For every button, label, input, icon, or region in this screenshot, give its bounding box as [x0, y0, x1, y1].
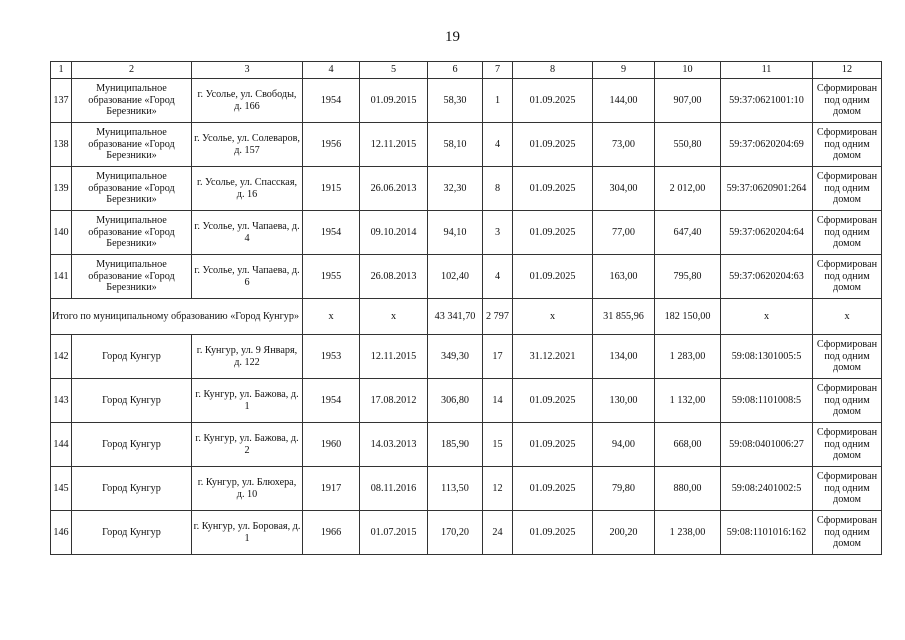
deadline-cell: 01.09.2025: [513, 211, 593, 255]
area-cell: 58,30: [428, 79, 483, 123]
table-row: [51, 167, 882, 211]
page-number: 19: [445, 29, 460, 45]
column-header: 12: [813, 62, 882, 79]
year-cell: 1955: [303, 255, 360, 299]
cadastral-cell: 59:37:0620901:264: [721, 167, 813, 211]
cadastral-cell: 59:08:1101016:162: [721, 511, 813, 555]
table-row: [51, 255, 882, 299]
row-number: 139: [51, 167, 72, 211]
deadline-cell: 01.09.2025: [513, 255, 593, 299]
residents-cell: 15: [483, 423, 513, 467]
address-cell: г. Усолье, ул. Солеваров, д. 157: [192, 123, 303, 167]
total-cell: x: [721, 299, 813, 335]
date-cell: 09.10.2014: [360, 211, 428, 255]
residents-cell: 12: [483, 467, 513, 511]
total-cell: 31 855,96: [593, 299, 655, 335]
column-header: 11: [721, 62, 813, 79]
address-cell: г. Усолье, ул. Свободы, д. 166: [192, 79, 303, 123]
owner-cell: Город Кунгур: [72, 379, 192, 423]
value-cell: 130,00: [593, 379, 655, 423]
area-cell: 58,10: [428, 123, 483, 167]
year-cell: 1953: [303, 335, 360, 379]
column-header: 5: [360, 62, 428, 79]
total-label: Итого по муниципальному образованию «Город Кунгур»: [51, 299, 303, 335]
residents-cell: 1: [483, 79, 513, 123]
owner-cell: Муниципальное образование «Город Березники»: [72, 167, 192, 211]
column-header: 7: [483, 62, 513, 79]
year-cell: 1956: [303, 123, 360, 167]
column-header: 1: [51, 62, 72, 79]
row-number: 144: [51, 423, 72, 467]
table-row: [51, 211, 882, 255]
residents-cell: 3: [483, 211, 513, 255]
date-cell: 12.11.2015: [360, 335, 428, 379]
residents-cell: 4: [483, 123, 513, 167]
amount-cell: 668,00: [655, 423, 721, 467]
area-cell: 306,80: [428, 379, 483, 423]
table-row: [51, 423, 882, 467]
amount-cell: 1 283,00: [655, 335, 721, 379]
amount-cell: 550,80: [655, 123, 721, 167]
cadastral-cell: 59:08:2401002:5: [721, 467, 813, 511]
status-cell: Сформирован под одним домом: [813, 79, 882, 123]
value-cell: 144,00: [593, 79, 655, 123]
owner-cell: Муниципальное образование «Город Березники»: [72, 123, 192, 167]
amount-cell: 1 238,00: [655, 511, 721, 555]
row-number: 146: [51, 511, 72, 555]
year-cell: 1954: [303, 211, 360, 255]
table-row: [51, 511, 882, 555]
residents-cell: 4: [483, 255, 513, 299]
owner-cell: Город Кунгур: [72, 467, 192, 511]
total-row: [51, 299, 882, 335]
value-cell: 94,00: [593, 423, 655, 467]
row-number: 145: [51, 467, 72, 511]
date-cell: 01.07.2015: [360, 511, 428, 555]
column-header: 9: [593, 62, 655, 79]
row-number: 138: [51, 123, 72, 167]
date-cell: 12.11.2015: [360, 123, 428, 167]
row-number: 137: [51, 79, 72, 123]
total-cell: 182 150,00: [655, 299, 721, 335]
deadline-cell: 01.09.2025: [513, 123, 593, 167]
status-cell: Сформирован под одним домом: [813, 379, 882, 423]
amount-cell: 795,80: [655, 255, 721, 299]
total-cell: x: [813, 299, 882, 335]
status-cell: Сформирован под одним домом: [813, 167, 882, 211]
total-cell: x: [513, 299, 593, 335]
cadastral-cell: 59:37:0620204:69: [721, 123, 813, 167]
value-cell: 79,80: [593, 467, 655, 511]
column-header: 10: [655, 62, 721, 79]
deadline-cell: 31.12.2021: [513, 335, 593, 379]
area-cell: 94,10: [428, 211, 483, 255]
value-cell: 304,00: [593, 167, 655, 211]
year-cell: 1966: [303, 511, 360, 555]
row-number: 143: [51, 379, 72, 423]
date-cell: 01.09.2015: [360, 79, 428, 123]
table-row: [51, 79, 882, 123]
deadline-cell: 01.09.2025: [513, 511, 593, 555]
value-cell: 77,00: [593, 211, 655, 255]
value-cell: 134,00: [593, 335, 655, 379]
deadline-cell: 01.09.2025: [513, 379, 593, 423]
column-header: 8: [513, 62, 593, 79]
amount-cell: 647,40: [655, 211, 721, 255]
status-cell: Сформирован под одним домом: [813, 423, 882, 467]
address-cell: г. Кунгур, ул. Бажова, д. 2: [192, 423, 303, 467]
amount-cell: 2 012,00: [655, 167, 721, 211]
deadline-cell: 01.09.2025: [513, 423, 593, 467]
year-cell: 1954: [303, 379, 360, 423]
address-cell: г. Усолье, ул. Чапаева, д. 4: [192, 211, 303, 255]
column-header: 3: [192, 62, 303, 79]
owner-cell: Муниципальное образование «Город Березники»: [72, 211, 192, 255]
cadastral-cell: 59:37:0620204:63: [721, 255, 813, 299]
area-cell: 185,90: [428, 423, 483, 467]
year-cell: 1960: [303, 423, 360, 467]
amount-cell: 907,00: [655, 79, 721, 123]
owner-cell: Город Кунгур: [72, 423, 192, 467]
year-cell: 1917: [303, 467, 360, 511]
status-cell: Сформирован под одним домом: [813, 123, 882, 167]
table-row: [51, 335, 882, 379]
date-cell: 26.06.2013: [360, 167, 428, 211]
status-cell: Сформирован под одним домом: [813, 255, 882, 299]
residents-cell: 8: [483, 167, 513, 211]
table-row: [51, 467, 882, 511]
header-row: [51, 62, 882, 79]
owner-cell: Город Кунгур: [72, 335, 192, 379]
year-cell: 1915: [303, 167, 360, 211]
area-cell: 349,30: [428, 335, 483, 379]
area-cell: 170,20: [428, 511, 483, 555]
cadastral-cell: 59:08:1101008:5: [721, 379, 813, 423]
residents-cell: 24: [483, 511, 513, 555]
amount-cell: 880,00: [655, 467, 721, 511]
cadastral-cell: 59:37:0620204:64: [721, 211, 813, 255]
address-cell: г. Усолье, ул. Спасская, д. 16: [192, 167, 303, 211]
status-cell: Сформирован под одним домом: [813, 335, 882, 379]
owner-cell: Муниципальное образование «Город Березники»: [72, 255, 192, 299]
total-cell: x: [360, 299, 428, 335]
total-cell: x: [303, 299, 360, 335]
row-number: 141: [51, 255, 72, 299]
total-cell: 43 341,70: [428, 299, 483, 335]
cadastral-cell: 59:08:1301005:5: [721, 335, 813, 379]
deadline-cell: 01.09.2025: [513, 167, 593, 211]
year-cell: 1954: [303, 79, 360, 123]
area-cell: 102,40: [428, 255, 483, 299]
area-cell: 113,50: [428, 467, 483, 511]
column-header: 4: [303, 62, 360, 79]
column-header: 2: [72, 62, 192, 79]
address-cell: г. Кунгур, ул. Блюхера, д. 10: [192, 467, 303, 511]
row-number: 140: [51, 211, 72, 255]
status-cell: Сформирован под одним домом: [813, 211, 882, 255]
amount-cell: 1 132,00: [655, 379, 721, 423]
owner-cell: Город Кунгур: [72, 511, 192, 555]
address-cell: г. Усолье, ул. Чапаева, д. 6: [192, 255, 303, 299]
row-number: 142: [51, 335, 72, 379]
value-cell: 73,00: [593, 123, 655, 167]
deadline-cell: 01.09.2025: [513, 79, 593, 123]
status-cell: Сформирован под одним домом: [813, 467, 882, 511]
date-cell: 17.08.2012: [360, 379, 428, 423]
date-cell: 08.11.2016: [360, 467, 428, 511]
date-cell: 14.03.2013: [360, 423, 428, 467]
cadastral-cell: 59:08:0401006:27: [721, 423, 813, 467]
total-cell: 2 797: [483, 299, 513, 335]
table-row: [51, 379, 882, 423]
area-cell: 32,30: [428, 167, 483, 211]
address-cell: г. Кунгур, ул. Бажова, д. 1: [192, 379, 303, 423]
status-cell: Сформирован под одним домом: [813, 511, 882, 555]
residents-cell: 14: [483, 379, 513, 423]
residents-cell: 17: [483, 335, 513, 379]
value-cell: 163,00: [593, 255, 655, 299]
table-row: [51, 123, 882, 167]
owner-cell: Муниципальное образование «Город Березники»: [72, 79, 192, 123]
address-cell: г. Кунгур, ул. Боровая, д. 1: [192, 511, 303, 555]
housing-table: [50, 61, 882, 555]
deadline-cell: 01.09.2025: [513, 467, 593, 511]
address-cell: г. Кунгур, ул. 9 Января, д. 122: [192, 335, 303, 379]
column-header: 6: [428, 62, 483, 79]
date-cell: 26.08.2013: [360, 255, 428, 299]
value-cell: 200,20: [593, 511, 655, 555]
cadastral-cell: 59:37:0621001:10: [721, 79, 813, 123]
